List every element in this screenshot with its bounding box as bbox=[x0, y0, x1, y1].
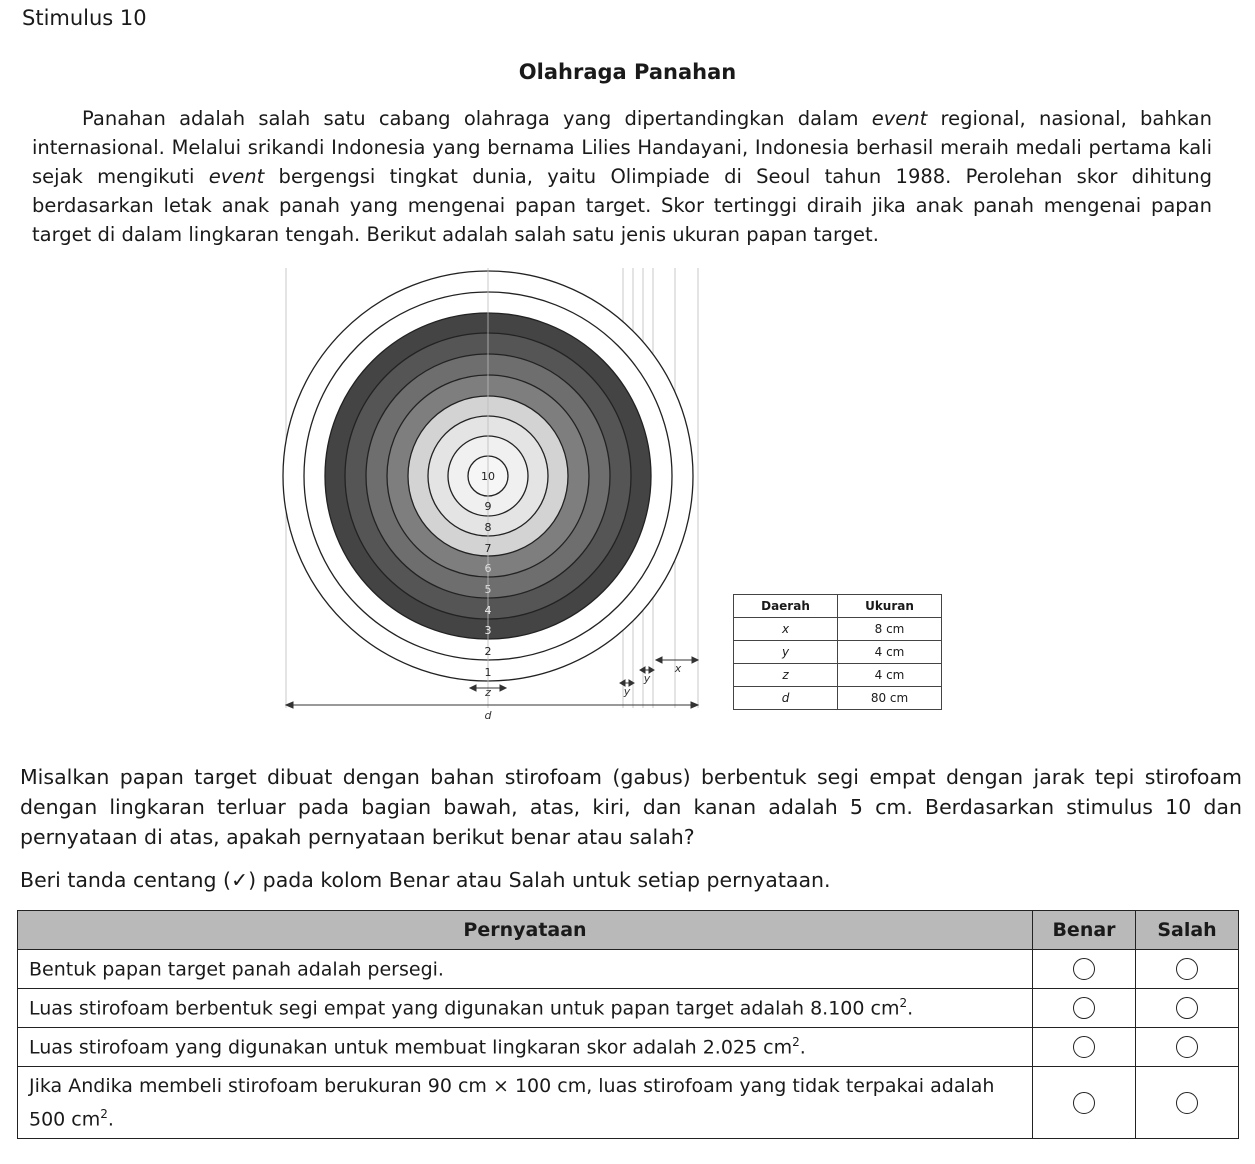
statement-text: Luas stirofoam yang digunakan untuk membuat lingkaran skor adalah 2.025 cm bbox=[29, 1036, 793, 1059]
ring-label-9: 9 bbox=[484, 500, 492, 513]
false-cell bbox=[1136, 1028, 1239, 1067]
true-cell bbox=[1033, 950, 1136, 989]
true-cell bbox=[1033, 1028, 1136, 1067]
ring-label-6: 6 bbox=[484, 562, 492, 575]
statement-cell bbox=[18, 950, 1033, 989]
false-cell bbox=[1136, 989, 1239, 1028]
ring-label-4: 4 bbox=[484, 604, 492, 617]
ring-label-10: 10 bbox=[481, 470, 495, 483]
statement-text: Jika Andika membeli stirofoam berukuran 90 cm × 100 cm, luas stirofoam yang tidak terpakai adalah 500 cm bbox=[29, 1074, 995, 1131]
dim-label-z: z bbox=[485, 686, 491, 699]
statement-text: Luas stirofoam berbentuk segi empat yang digunakan untuk papan target adalah 8.100 cm bbox=[29, 997, 900, 1020]
size-row bbox=[734, 641, 942, 664]
statement-sup: 2 bbox=[792, 1035, 800, 1050]
archery-target-diagram bbox=[278, 268, 708, 723]
statement-header-row bbox=[18, 911, 1239, 950]
intro-event-1: event bbox=[871, 107, 928, 130]
header-true: Benar bbox=[1033, 911, 1136, 950]
intro-text-3: bergengsi tingkat dunia, yaitu Olimpiade di Seoul tahun 1988. Perolehan skor dihitung berdasarkan letak anak panah yang mengenai papan target. Skor tertinggi diraih jika anak panah mengenai papan target di dalam lingkaran tengah. Berikut adalah salah satu jenis ukuran papan target. bbox=[32, 165, 1212, 246]
false-radio[interactable] bbox=[1176, 1092, 1198, 1114]
size-header-size: Ukuran bbox=[838, 595, 942, 618]
intro-text-2: regional, nasional, bahkan internasional. Melalui srikandi Indonesia yang bernama Lilies Handayani, Indonesia berhasil meraih medali pertama kali sejak mengikuti bbox=[32, 107, 1212, 188]
false-cell bbox=[1136, 950, 1239, 989]
true-cell bbox=[1033, 1067, 1136, 1139]
size-row bbox=[734, 618, 942, 641]
true-cell bbox=[1033, 989, 1136, 1028]
false-cell bbox=[1136, 1067, 1239, 1139]
size-value: 4 cm bbox=[838, 641, 942, 664]
size-value: 8 cm bbox=[838, 618, 942, 641]
dim-label-y2: y bbox=[643, 672, 651, 685]
ring-label-1: 1 bbox=[484, 666, 492, 679]
size-row bbox=[734, 664, 942, 687]
size-table bbox=[733, 594, 942, 710]
size-header-region: Daerah bbox=[734, 595, 838, 618]
question-text: Misalkan papan target dibuat dengan bahan stirofoam (gabus) berbentuk segi empat dengan jarak tepi stirofoam dengan lingkaran terluar pada bagian bawah, atas, kiri, dan kanan adalah 5 cm. Berdasarkan stimulus 10 dan pernyataan di atas, apakah pernyataan berikut benar atau salah? bbox=[20, 765, 1242, 849]
statement-text: Bentuk papan target panah adalah persegi. bbox=[29, 958, 444, 981]
intro-event-2: event bbox=[208, 165, 265, 188]
statement-cell bbox=[18, 989, 1033, 1028]
true-radio[interactable] bbox=[1073, 997, 1095, 1019]
ring-label-3: 3 bbox=[484, 624, 492, 637]
ring-label-8: 8 bbox=[484, 521, 492, 534]
statement-table bbox=[17, 910, 1239, 1139]
statement-tail: . bbox=[799, 1036, 806, 1059]
statement-row bbox=[18, 950, 1239, 989]
statement-row bbox=[18, 1067, 1239, 1139]
ring-label-7: 7 bbox=[484, 542, 492, 555]
statement-sup: 2 bbox=[100, 1106, 108, 1121]
size-value: 80 cm bbox=[838, 687, 942, 710]
statement-row bbox=[18, 1028, 1239, 1067]
page-title: Olahraga Panahan bbox=[518, 60, 737, 84]
true-radio[interactable] bbox=[1073, 958, 1095, 980]
false-radio[interactable] bbox=[1176, 958, 1198, 980]
size-region: d bbox=[734, 687, 838, 710]
intro-text-1: Panahan adalah salah satu cabang olahraga yang dipertandingkan dalam bbox=[82, 107, 872, 130]
ring-label-5: 5 bbox=[484, 583, 492, 596]
statement-sup: 2 bbox=[899, 996, 908, 1011]
size-value: 4 cm bbox=[838, 664, 942, 687]
dim-label-d: d bbox=[484, 709, 492, 722]
true-radio[interactable] bbox=[1073, 1092, 1095, 1114]
instruction-text: Beri tanda centang (✓) pada kolom Benar atau Salah untuk setiap pernyataan. bbox=[20, 868, 831, 892]
stimulus-label: Stimulus 10 bbox=[22, 6, 147, 30]
false-radio[interactable] bbox=[1176, 997, 1198, 1019]
statement-row bbox=[18, 989, 1239, 1028]
ring-label-2: 2 bbox=[484, 645, 492, 658]
true-radio[interactable] bbox=[1073, 1036, 1095, 1058]
false-radio[interactable] bbox=[1176, 1036, 1198, 1058]
statement-cell bbox=[18, 1067, 1033, 1139]
header-statement: Pernyataan bbox=[18, 911, 1033, 950]
header-false: Salah bbox=[1136, 911, 1239, 950]
dim-label-x: x bbox=[674, 662, 682, 675]
size-row bbox=[734, 687, 942, 710]
statement-tail: . bbox=[907, 997, 914, 1020]
statement-tail: . bbox=[107, 1108, 114, 1131]
dim-label-y1: y bbox=[623, 685, 631, 698]
size-region: x bbox=[734, 618, 838, 641]
intro-paragraph bbox=[32, 104, 1212, 249]
size-region: y bbox=[734, 641, 838, 664]
statement-cell bbox=[18, 1028, 1033, 1067]
size-region: z bbox=[734, 664, 838, 687]
